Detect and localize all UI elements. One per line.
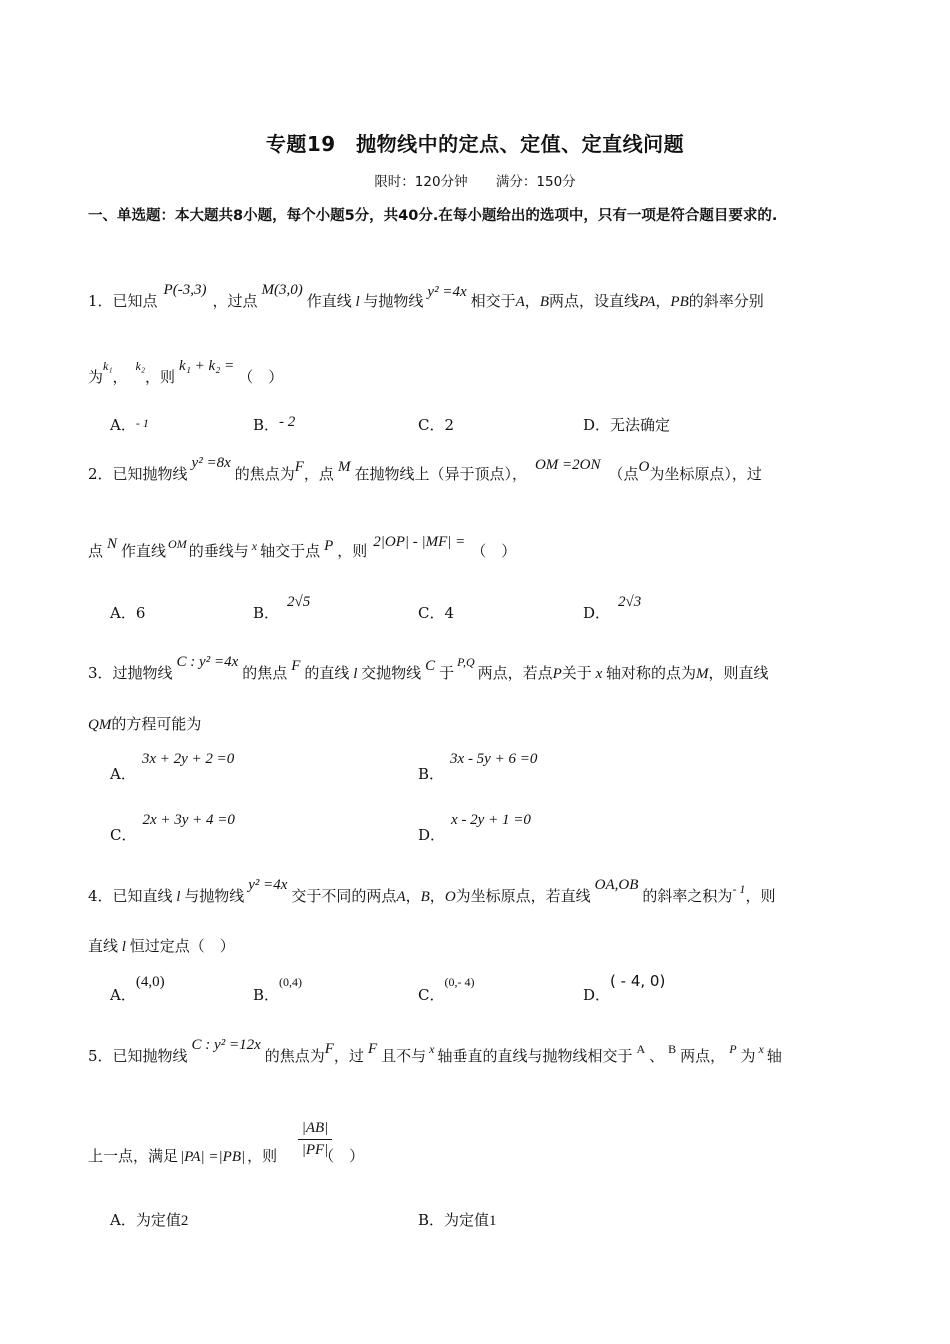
q2-option-b[interactable]: B．2√5 (253, 594, 311, 622)
q5-fraction: |AB| |PF| (298, 1120, 332, 1159)
q5-line2: 上一点，满足 |PA| =|PB| ，则 （ ） (88, 1147, 365, 1165)
q4-option-b[interactable]: B．$^{(0,4)}$ (253, 975, 303, 1004)
q2-option-c[interactable]: C．4 (418, 604, 455, 622)
subtitle (0, 170, 950, 190)
q3-option-c[interactable]: C．2x + 3y + 4 =0 (110, 812, 235, 844)
q5-option-b[interactable]: B．为定值1 (418, 1211, 497, 1229)
q4-option-c[interactable]: C．$^{(0,- 4)}$ (418, 975, 475, 1004)
q2-line2: 点 N 作直线 $^{OM}$ 的垂线与 $^x$ 轴交于点 P ，则 2|OP| - |MF| = （ ） (88, 534, 517, 560)
page-title: 专题19 抛物线中的定点、定值、定直线问题 (265, 132, 685, 156)
q1-option-c[interactable]: C．2 (418, 416, 455, 434)
q4-option-d[interactable]: D．( - 4, 0) (583, 972, 666, 1004)
q1-option-a[interactable]: A．$^{- 1}$ (110, 416, 149, 434)
q1-option-d[interactable]: D．无法确定 (583, 416, 671, 434)
q3-option-b[interactable]: B．3x - 5y + 6 =0 (418, 751, 538, 783)
section-heading: 一、单选题：本大题共8小题，每个小题5分，共40分.在每小题给出的选项中，只有一项是符合题目要求的. (88, 208, 778, 224)
q2-option-d[interactable]: D．2√3 (583, 594, 642, 622)
q1-line1: 1．已知点P(-3,3)，过点M(3,0)作直线 l 与抛物线 y² =4x 相交于A，B两点，设直线PA，PB的斜率分别 (88, 282, 764, 310)
time-limit: 限时：120分钟 (374, 174, 468, 190)
full-score: 满分：150分 (495, 174, 576, 190)
q2-option-a[interactable]: A．6 (110, 604, 146, 622)
q1-option-b[interactable]: B．- 2 (253, 414, 296, 434)
q4-option-a[interactable]: A．(4,0) (110, 974, 165, 1004)
q5-option-a[interactable]: A．为定值2 (110, 1211, 189, 1229)
q2-line1: 2．已知抛物线y² =8x的焦点为F，点 M 在抛物线上（异于顶点）， OM =2ON （点O为坐标原点），过 (88, 455, 762, 483)
q3-line2: QM的方程可能为 (88, 715, 202, 733)
q1-line2: 为$^{k_1}$，$^{k_2}$，则k₁ + k₂ =（ ） (88, 358, 284, 386)
q5-line1: 5．已知抛物线C : y² =12x的焦点为F，过 F 且不与 $^x$ 轴垂直的直线与抛物线相交于 $^A$ 、 $^B$ 两点， $^P$ 为 $^x$ 轴 (88, 1037, 782, 1065)
q3-option-d[interactable]: D．x - 2y + 1 =0 (418, 812, 531, 844)
q4-line1: 4．已知直线 l 与抛物线y² =4x交于不同的两点A，B，O为坐标原点，若直线OA,OB的斜率之积为$^{- 1}$，则 (88, 877, 776, 905)
q3-option-a[interactable]: A．3x + 2y + 2 =0 (110, 751, 235, 783)
q4-line2: 直线 l 恒过定点（ ） (88, 937, 235, 955)
q3-line1: 3．过抛物线C : y² =4x的焦点 F 的直线 l 交抛物线 C 于$^{P,Q}$两点，若点P关于 x 轴对称的点为M，则直线 (88, 654, 769, 682)
